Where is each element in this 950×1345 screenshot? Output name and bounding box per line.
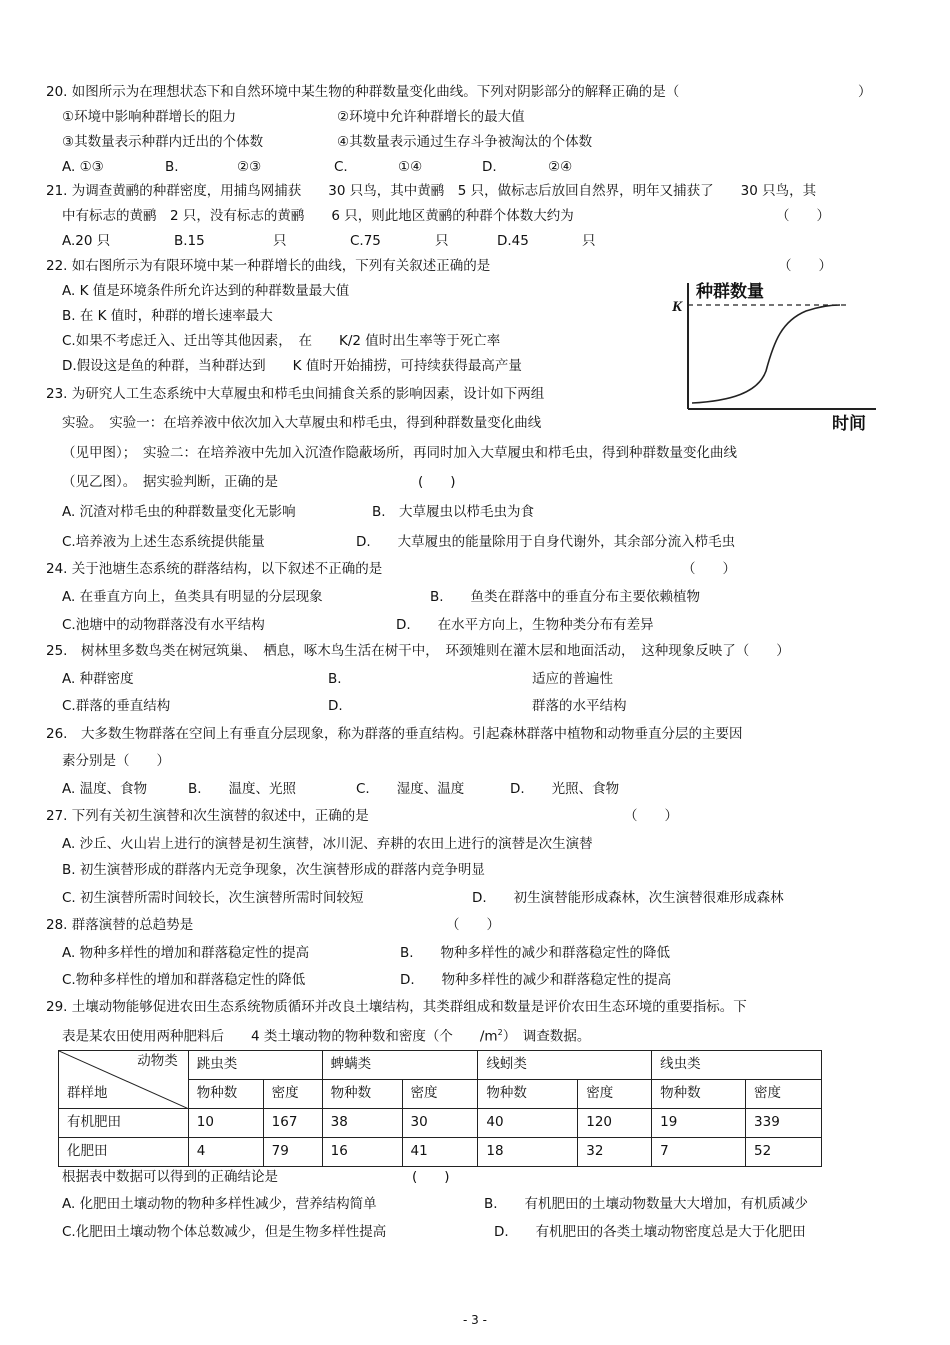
q29-stem-line2-text: 表是某农田使用两种肥料后 4 类土壤动物的物种数和密度（个 /m (62, 1028, 498, 1045)
q26-stem-line1: 26. 大多数生物群落在空间上有垂直分层现象，称为群落的垂直结构。引起森林群落中植物和动物垂直分层的主要因 (46, 726, 743, 742)
q28-answer-paren: （ ） (446, 917, 500, 933)
table-cell: 18 (478, 1138, 578, 1167)
subheader-cell: 密度 (578, 1080, 652, 1109)
q25-option-d: D. (328, 698, 343, 714)
q23-option-c: C.培养液为上述生态系统提供能量 (62, 534, 265, 550)
q21-option-b: B.15 (174, 233, 205, 249)
table-cell: 4 (188, 1138, 263, 1167)
table-cell: 30 (402, 1109, 478, 1138)
q20-statement-3: ③其数量表示种群内迁出的个体数 (62, 134, 264, 150)
q27-stem: 27. 下列有关初生演替和次生演替的叙述中，正确的是 (46, 808, 369, 824)
q24-option-b: B. 鱼类在群落中的垂直分布主要依赖植物 (430, 589, 701, 605)
table-corner-cell (59, 1051, 189, 1109)
graph-k-label: K (672, 299, 683, 315)
table-cell: 79 (263, 1138, 322, 1167)
q22-option-b: B. 在 K 值时，种群的增长速率最大 (62, 308, 273, 324)
q20-option-b-text: ②③ (237, 159, 262, 175)
q28-option-a: A. 物种多样性的增加和群落稳定性的提高 (62, 945, 310, 961)
table-cell: 339 (746, 1109, 822, 1138)
table-cell: 7 (652, 1138, 746, 1167)
q20-stem: 20. 如图所示为在理想状态下和自然环境中某生物的种群数量变化曲线。下列对阴影部分的解释正确的是（ (46, 84, 680, 100)
q20-option-d: D. (482, 159, 497, 175)
row-label: 化肥田 (59, 1138, 189, 1167)
q26-option-c: C. 湿度、温度 (356, 781, 465, 797)
page-number: - 3 - (463, 1313, 487, 1327)
q22-option-a: A. K 值是环境条件所允许达到的种群数量最大值 (62, 283, 350, 299)
q29-stem-line1: 29. 土壤动物能够促进农田生态系统物质循环并改良土壤结构，其类群组成和数量是评价农田生态环境的重要指标。下 (46, 999, 747, 1015)
q20-statement-1: ①环境中影响种群增长的阻力 (62, 109, 237, 125)
q27-answer-paren: （ ） (624, 808, 678, 824)
corner-label-top: 动物类 (137, 1053, 178, 1069)
q23-option-a: A. 沉渣对栉毛虫的种群数量变化无影响 (62, 504, 296, 520)
subheader-cell: 密度 (746, 1080, 822, 1109)
q20-option-d-text: ②④ (548, 159, 573, 175)
q26-option-b: B. 温度、光照 (188, 781, 297, 797)
table-cell: 10 (188, 1109, 263, 1138)
q29-conclusion: 根据表中数据可以得到的正确结论是 (62, 1169, 278, 1185)
q22-stem: 22. 如右图所示为有限环境中某一种群增长的曲线，下列有关叙述正确的是 (46, 258, 491, 274)
q23-stem-line3: （见甲图）； 实验二：在培养液中先加入沉渣作隐蔽场所，再同时加入大草履虫和栉毛虫，得到种群数量变化曲线 (62, 445, 737, 461)
table-cell: 41 (402, 1138, 478, 1167)
q25-stem: 25. 树林里多数鸟类在树冠筑巢、 栖息，啄木鸟生活在树干中， 环颈雉则在灌木层和地面活动， 这种现象反映了（ ） (46, 643, 790, 659)
group-header: 蜱螨类 (322, 1051, 478, 1080)
q25-option-d-text: 群落的水平结构 (532, 698, 627, 714)
q24-option-d: D. 在水平方向上，生物种类分布有差异 (396, 617, 654, 633)
q26-option-a: A. 温度、食物 (62, 781, 148, 797)
q28-stem: 28. 群落演替的总趋势是 (46, 917, 194, 933)
q21-option-a: A.20 只 (62, 233, 111, 249)
q24-answer-paren: （ ） (682, 561, 736, 577)
q25-option-a: A. 种群密度 (62, 671, 134, 687)
table-cell: 52 (746, 1138, 822, 1167)
q23-option-d: D. 大草履虫的能量除用于自身代谢外，其余部分流入栉毛虫 (356, 534, 736, 550)
q21-option-d-unit: 只 (582, 233, 596, 249)
q23-stem-line1: 23. 为研究人工生态系统中大草履虫和栉毛虫间捕食关系的影响因素，设计如下两组 (46, 386, 545, 402)
q23-option-b: B. 大草履虫以栉毛虫为食 (372, 504, 535, 520)
q29-option-a: A. 化肥田土壤动物的物种多样性减少，营养结构简单 (62, 1196, 377, 1212)
q25-option-b-text: 适应的普遍性 (532, 671, 613, 687)
corner-label-bottom: 群样地 (67, 1084, 108, 1101)
graph-y-label: 种群数量 (696, 282, 764, 302)
subheader-cell: 物种数 (322, 1080, 402, 1109)
q29-option-b: B. 有机肥田的土壤动物数量大大增加，有机质减少 (484, 1196, 809, 1212)
q20-stem-end: ） (858, 84, 872, 100)
q27-option-d: D. 初生演替能形成森林，次生演替很难形成森林 (472, 890, 784, 906)
q21-stem-line1: 21. 为调查黄鹂的种群密度，用捕鸟网捕获 30 只鸟，其中黄鹂 5 只，做标志后放回自然界，明年又捕获了 30 只鸟，其 (46, 183, 817, 199)
q22-answer-paren: （ ） (778, 258, 832, 274)
q25-option-b: B. (328, 671, 342, 687)
q21-answer-paren: （ ） (776, 208, 830, 224)
table-cell: 16 (322, 1138, 402, 1167)
q29-stem-line2-tail: ） 调查数据。 (502, 1028, 591, 1045)
q22-option-c: C.如果不考虑迁入、迁出等其他因素， 在 K/2 值时出生率等于死亡率 (62, 333, 501, 349)
q28-option-b: B. 物种多样性的减少和群落稳定性的降低 (400, 945, 671, 961)
subheader-cell: 密度 (263, 1080, 322, 1109)
q23-stem-line4: （见乙图）。 据实验判断，正确的是 (62, 474, 278, 490)
table-header-row (59, 1051, 822, 1080)
q27-option-c: C. 初生演替所需时间较长，次生演替所需时间较短 (62, 890, 364, 906)
table-row (59, 1138, 822, 1167)
row-label: 有机肥田 (59, 1109, 189, 1138)
graph-s-curve (692, 305, 840, 403)
q29-stem-line2 (62, 1029, 590, 1044)
q23-answer-paren: ( ) (418, 474, 456, 490)
q21-option-d: D.45 (497, 233, 529, 249)
q24-option-c: C.池塘中的动物群落没有水平结构 (62, 617, 265, 633)
q21-option-b-unit: 只 (273, 233, 287, 249)
table-cell: 32 (578, 1138, 652, 1167)
group-header: 线虫类 (652, 1051, 822, 1080)
q21-option-c: C.75 (350, 233, 381, 249)
subheader-cell: 物种数 (478, 1080, 578, 1109)
q29-option-c: C.化肥田土壤动物个体总数减少，但是生物多样性提高 (62, 1224, 387, 1240)
q27-option-a: A. 沙丘、火山岩上进行的演替是初生演替，冰川泥、弃耕的农田上进行的演替是次生演替 (62, 836, 593, 852)
q29-option-d: D. 有机肥田的各类土壤动物密度总是大于化肥田 (494, 1224, 806, 1240)
group-header: 线蚓类 (478, 1051, 652, 1080)
q27-option-b: B. 初生演替形成的群落内无竞争现象，次生演替形成的群落内竞争明显 (62, 862, 485, 878)
table-row (59, 1109, 822, 1138)
table-cell: 19 (652, 1109, 746, 1138)
q20-statement-2: ②环境中允许种群增长的最大值 (337, 109, 525, 125)
q21-option-c-unit: 只 (435, 233, 449, 249)
population-growth-graph (670, 275, 880, 435)
q20-statement-4: ④其数量表示通过生存斗争被淘汰的个体数 (337, 134, 593, 150)
q24-stem: 24. 关于池塘生态系统的群落结构，以下叙述不正确的是 (46, 561, 383, 577)
q29-answer-paren: ( ) (412, 1169, 450, 1185)
q22-option-d: D.假设这是鱼的种群，当种群达到 K 值时开始捕捞，可持续获得最高产量 (62, 358, 522, 374)
q20-option-c: C. (334, 159, 348, 175)
table-cell: 38 (322, 1109, 402, 1138)
graph-x-label: 时间 (832, 414, 866, 434)
q28-option-d: D. 物种多样性的减少和群落稳定性的提高 (400, 972, 672, 988)
q21-stem-line2: 中有标志的黄鹂 2 只，没有标志的黄鹂 6 只，则此地区黄鹂的种群个体数大约为 (62, 208, 574, 224)
soil-animal-table (58, 1050, 822, 1167)
subheader-cell: 物种数 (652, 1080, 746, 1109)
table-cell: 167 (263, 1109, 322, 1138)
q25-option-c: C.群落的垂直结构 (62, 698, 171, 714)
q29-unit-superscript: 2 (497, 1028, 503, 1037)
subheader-cell: 密度 (402, 1080, 478, 1109)
table-cell: 120 (578, 1109, 652, 1138)
q20-option-c-text: ①④ (398, 159, 423, 175)
q20-option-b: B. (165, 159, 179, 175)
q20-option-a: A. ①③ (62, 159, 104, 175)
subheader-cell: 物种数 (188, 1080, 263, 1109)
table-cell: 40 (478, 1109, 578, 1138)
q26-option-d: D. 光照、食物 (510, 781, 620, 797)
q24-option-a: A. 在垂直方向上，鱼类具有明显的分层现象 (62, 589, 323, 605)
q26-stem-line2: 素分别是（ ） (62, 753, 170, 769)
q28-option-c: C.物种多样性的增加和群落稳定性的降低 (62, 972, 306, 988)
q23-stem-line2: 实验。 实验一：在培养液中依次加入大草履虫和栉毛虫，得到种群数量变化曲线 (62, 415, 542, 431)
group-header: 跳虫类 (188, 1051, 322, 1080)
